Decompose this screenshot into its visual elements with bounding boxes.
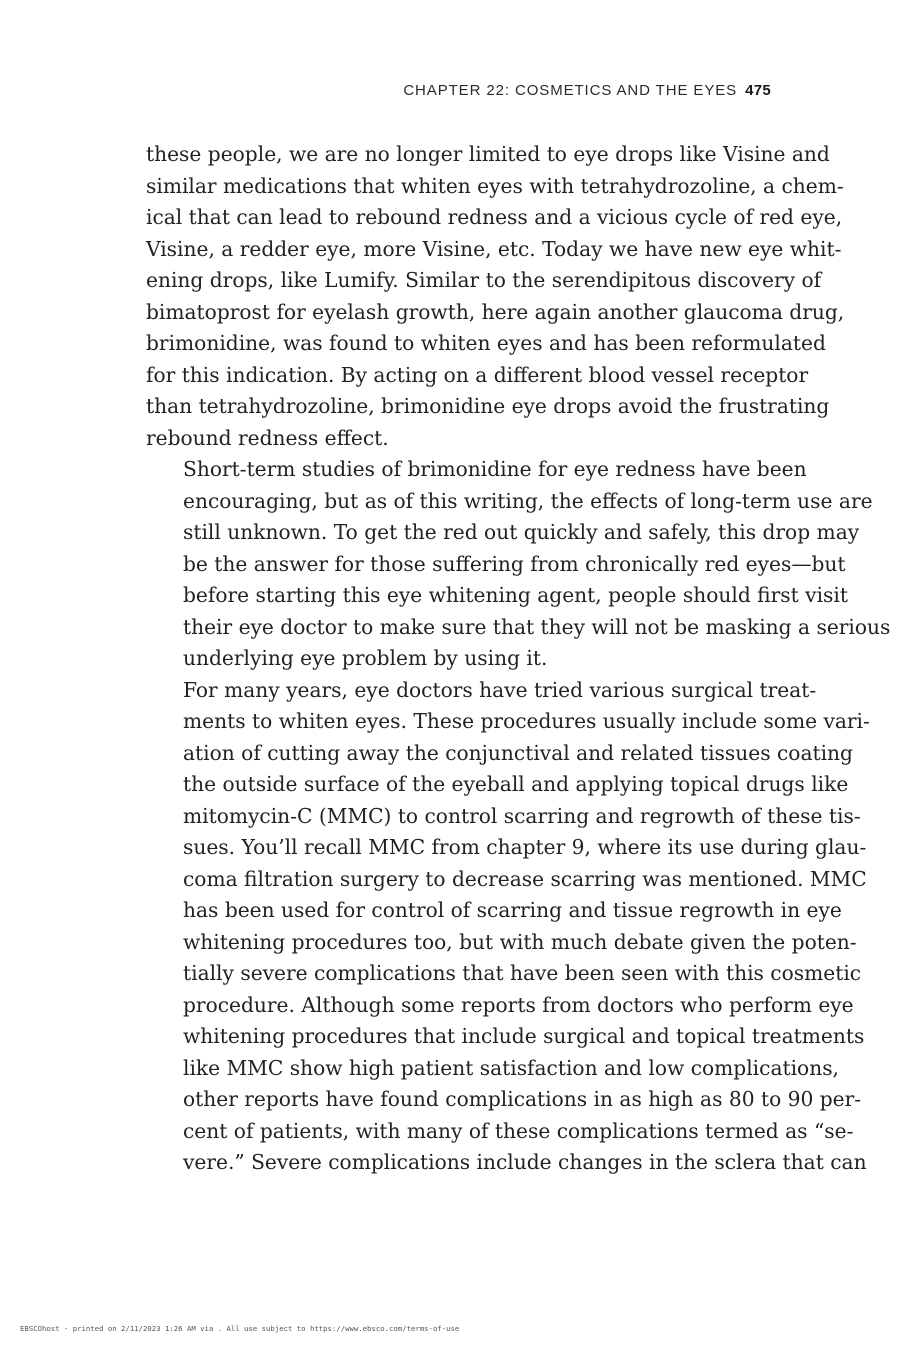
text-line: than tetrahydrozoline, brimonidine eye drops avoid the frustrating [146, 394, 830, 418]
text-line: like MMC show high patient satisfaction and low complications, [183, 1055, 839, 1080]
text-line: tially severe complications that have been seen with this cosmetic [183, 961, 862, 985]
text-line: For many years, eye doctors have tried various surgical treat- [183, 677, 817, 702]
text-line: whitening procedures too, but with much debate given the poten- [183, 929, 857, 954]
text-line: ation of cutting away the conjunctival and related tissues coating [183, 740, 853, 765]
text-line: rebound redness effect. [146, 425, 389, 450]
text-line: mitomycin-C (MMC) to control scarring and regrowth of these tis- [183, 803, 861, 828]
running-head [403, 82, 771, 99]
text-line: Visine, a redder eye, more Visine, etc. Today we have new eye whit- [146, 236, 842, 261]
text-line: has been used for control of scarring and tissue regrowth in eye [183, 898, 842, 922]
text-line: underlying eye problem by using it. [183, 646, 548, 670]
text-line: procedure. Although some reports from doctors who perform eye [183, 992, 854, 1017]
text-line: Short-term studies of brimonidine for eye redness have been [183, 457, 807, 481]
paragraph [146, 454, 891, 675]
paragraph [146, 675, 870, 1179]
text-line: whitening procedures that include surgical and topical treatments [183, 1024, 865, 1048]
text-line: similar medications that whiten eyes with tetrahydrozoline, a chem- [146, 173, 844, 198]
text-line: be the answer for those suffering from chronically red eyes—but [183, 551, 846, 576]
text-line: for this indication. By acting on a different blood vessel receptor [146, 362, 809, 387]
text-line: bimatoprost for eyelash growth, here again another glaucoma drug, [146, 299, 845, 324]
text-line: ments to whiten eyes. These procedures usually include some vari- [183, 709, 870, 733]
text-line: other reports have found complications in as high as 80 to 90 per- [183, 1087, 862, 1111]
text-line: before starting this eye whitening agent, people should first visit [183, 583, 848, 607]
text-line: their eye doctor to make sure that they will not be masking a serious [183, 614, 891, 639]
text-line: these people, we are no longer limited to eye drops like Visine and [146, 142, 830, 166]
text-line: sues. You’ll recall MMC from chapter 9, where its use during glau- [183, 835, 867, 859]
page-number: 475 [745, 82, 771, 99]
text-line: ening drops, like Lumify. Similar to the serendipitous discovery of [146, 268, 822, 292]
text-line: still unknown. To get the red out quickly and safely, this drop may [183, 520, 860, 544]
text-line: vere.” Severe complications include changes in the sclera that can [183, 1150, 867, 1174]
body-text [146, 139, 891, 1179]
text-line: brimonidine, was found to whiten eyes and has been reformulated [146, 331, 826, 355]
footer-notice: EBSCOhost - printed on 2/11/2023 1:26 AM via . All use subject to https://www.ebsco.com/terms-of-use [20, 1324, 460, 1333]
text-line: encouraging, but as of this writing, the effects of long-term use are [183, 488, 873, 513]
text-line: cent of patients, with many of these complications termed as “se- [183, 1118, 854, 1143]
text-line: the outside surface of the eyeball and applying topical drugs like [183, 772, 849, 796]
running-title: CHAPTER 22: COSMETICS AND THE EYES [403, 82, 738, 99]
paragraph [146, 139, 845, 454]
text-line: coma filtration surgery to decrease scarring was mentioned. MMC [183, 866, 867, 891]
text-line: ical that can lead to rebound redness and a vicious cycle of red eye, [146, 205, 843, 229]
